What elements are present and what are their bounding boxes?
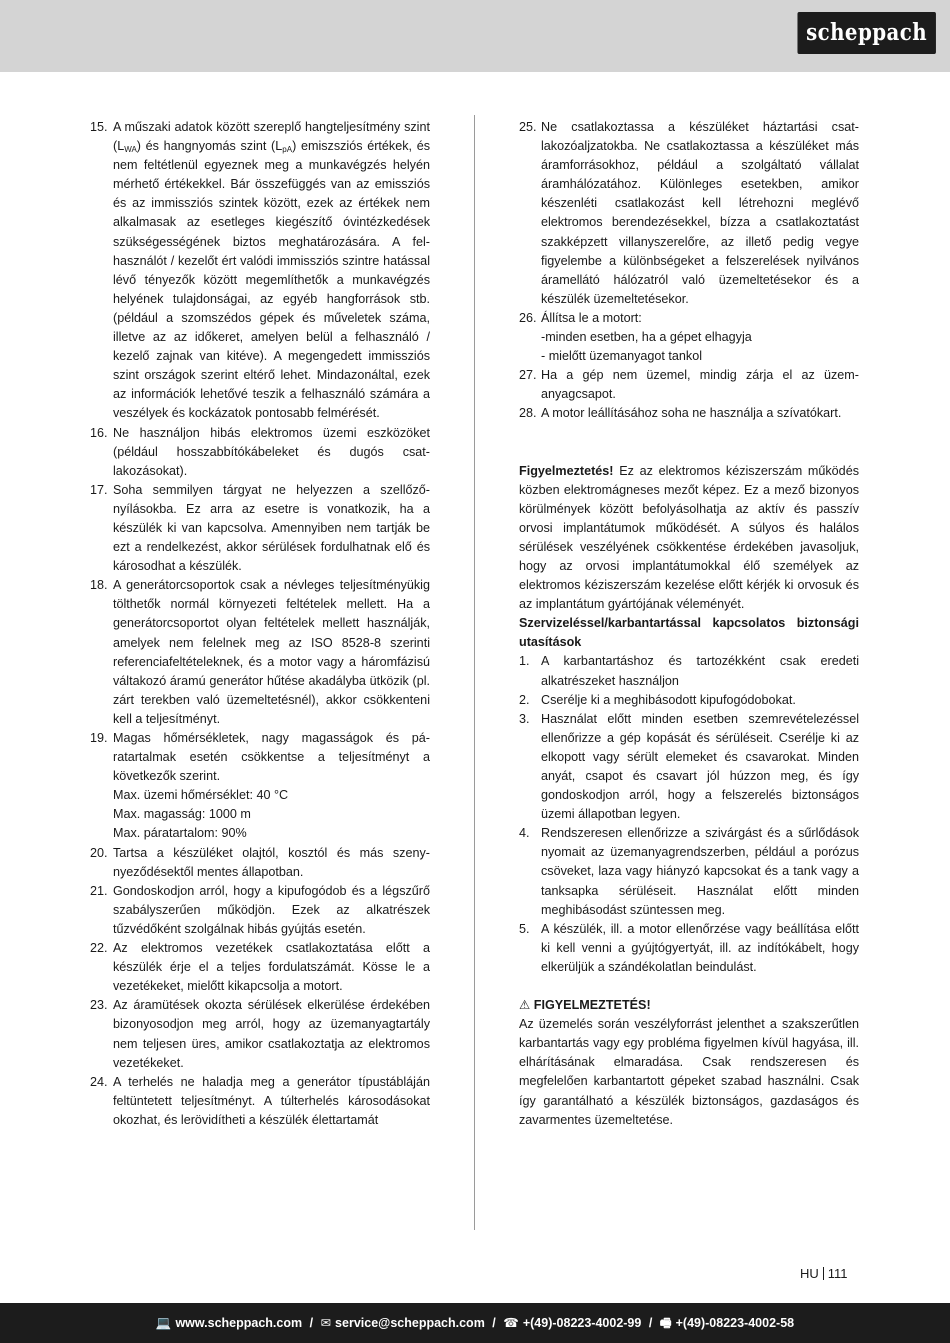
emf-warning-paragraph: Figyelmeztetés! Ez az elektromos kéziszerszám működés közben elektromágneses mezőt képez. Ez a mező bizonyos körülmények között befolyásolhatja az aktív és passzív orvosi implantátumok működését. A súlyos és halálos sérülések veszélyének csökkentése érdekében javasoljuk, hogy az orvosi implantátumokkal élő személyek az elektromos kéziszerszám kezelése előtt kérjék ki orvosuk és az implantátum gyártójának véleményét. xyxy=(519,463,859,612)
email-link[interactable]: service@scheppach.com xyxy=(335,1316,485,1330)
list-item-22: 22. Az elektromos vezetékek csatlakoztatása előtt a készülék érje el a teljes fordulatszámát. Kösse le a vezetékeket, mielőtt kikapcsolja a motort. xyxy=(90,941,430,994)
max-humidity-line: Max. páratartalom: 90% xyxy=(113,826,247,841)
warning-triangle-icon: ⚠ xyxy=(519,998,531,1013)
service-item-2: 2. Cserélje ki a meghibásodott kipufogódobokat. xyxy=(519,692,796,707)
maintenance-warning-heading: ⚠ FIGYELMEZTETÉS! xyxy=(519,998,651,1013)
list-item-17: 17. Soha semmilyen tárgyat ne helyezzen a szellőzőnyílásokba. Ez arra az esetre is vonatkozik, ha a készülék ki van kapcsolva. Amennyiben nem tartják be ezt a rendelkezést, akkor sérülések fordulhatnak elő és károsodhat a készülék. xyxy=(90,482,430,574)
page-separator xyxy=(823,1267,824,1280)
fax-icon: 🖷 xyxy=(659,1316,672,1330)
list-item-20: 20. Tartsa a készüléket olajtól, kosztól és más szenynyeződésektől mentes állapotban. xyxy=(90,845,430,879)
service-item-4: 4. Rendszeresen ellenőrizze a szivárgást és a sűrlődások nyomait az üzemanyagrendszerben, például a porózus csöveket, laza vagy hiányzó kapcsokat és a tank vagy a tanksapka sérüléseit. Használat előtt minden meghibásodást szüntessen meg. xyxy=(519,826,859,917)
website-link[interactable]: www.scheppach.com xyxy=(175,1316,303,1330)
service-item-1: 1. A karbantartáshoz és tartozékként csak eredeti alkatrészeket használjon xyxy=(519,654,859,688)
page-number-value: 111 xyxy=(827,1266,848,1281)
service-heading: Szervizeléssel/karbantartással kapcsolatos biztonsági utasítások xyxy=(519,616,859,650)
maintenance-warning-text: Az üzemelés során veszélyforrást jelenthet a szakszerűtlen karbantartás vagy egy probléma figyelmen kívül hagyása, ill. elhárításának elmaradása. Csak rendszeresen és megfelelően karbantartott gépeket szabad használni. Csak így garantálható a készülék biztonságos, gazdaságos és zavarmentes üzemeltetése. xyxy=(519,1017,859,1127)
right-column xyxy=(519,118,859,1130)
list-item-21: 21. Gondoskodjon arról, hogy a kipufogódob és a légszűrő szabályszerűen működjön. Ezek az alkatrészek tűzvédőként szolgálnak hibás gyújtás esetén. xyxy=(90,883,430,936)
page-number xyxy=(800,1266,848,1281)
list-item-19: 19. Magas hőmérsékletek, nagy magasságok és páratartalmak esetén csökkentse a teljesítményt a következők szerint. Max. üzemi hőmérséklet: 40 °C Max. magasság: 1000 m Max. páratartalom: 90% xyxy=(90,729,430,844)
list-item-15 xyxy=(90,118,430,424)
phone-number: +(49)-08223-4002-99 xyxy=(522,1316,642,1330)
list-item-26: 26. Állítsa le a motort: -minden esetben, ha a gépet elhagyja - mielőtt üzemanyagot tankol xyxy=(519,310,752,364)
item-number: 15. xyxy=(90,120,108,134)
fax-number: +(49)-08223-4002-58 xyxy=(675,1316,795,1330)
list-item-16: 16. Ne használjon hibás elektromos üzemi eszközöket (például hosszabbítókábeleket és dugós csatlakozásokat). xyxy=(90,425,430,478)
header-band xyxy=(0,0,950,72)
column-divider xyxy=(474,115,475,1230)
footer-contact-bar: 💻 www.scheppach.com / ✉ service@scheppach.com / ☎ +(49)-08223-4002-99 / 🖷 +(49)-08223-4002-58 xyxy=(0,1303,950,1343)
list-item-27: 27. Ha a gép nem üzemel, mindig zárja el az üzemanyagcsapot. xyxy=(519,368,859,402)
phone-icon: ☎ xyxy=(503,1316,519,1330)
max-altitude-line: Max. magasság: 1000 m xyxy=(113,807,251,822)
service-item-3: 3. Használat előtt minden esetben szemrevételezéssel ellenőrizze a gép kopását és sérüléseit. Cserélje ki az elkopott vagy sérült elemeket és csavarokat. Minden anyát, csapot és csavart jól húzzon meg, és így gondoskodjon arról, hogy a felszerelés biztonságos üzemi állapotban legyen. xyxy=(519,711,859,822)
warning-label: Figyelmeztetés! xyxy=(519,463,614,478)
max-temperature-line: Max. üzemi hőmérséklet: 40 °C xyxy=(113,788,289,803)
list-item-23: 23. Az áramütések okozta sérülések elkerülése érdekében bizonyosodjon meg arról, hogy az üzemanyagtartály nem teljesen üres, amikor csatlakoztatja az elektromos vezetékeket. xyxy=(90,998,430,1070)
list-item-24: 24. A terhelés ne haladja meg a generátor típustábláján feltüntetett teljesítményt. A túlterhelés károsodásokat okozhat, és lerövidítheti a készülék élettartamát xyxy=(90,1074,430,1127)
list-item-25: 25. Ne csatlakoztassa a készüléket háztartási csatlakozóaljzatokba. Ne csatlakoztassa a készüléket más áramforrásokhoz, például a szolgáltató vállalat áramhálózatához. Különleges esetekben, amikor készenléti csatlakozást kell létrehozni meglévő elektromos berendezésekkel, bízza a csatlakoztatást szakképzett villanyszerelőre, az illető pedig vegye figyelembe a különbségeket a felszerelések nyilvános áramellátó hálózatról való üzemeltetésekor és a készülék üzemeltetésekor. xyxy=(519,120,859,306)
item-text: A műszaki adatok között szereplő hangteljesítmény szint $(L_{WA})$ és hangnyomás szint $(L_{pA})$ emiszsziós értékek, és nem feltétlenül egyeznek meg a munkavégzés helyén mérhető értékekkel. Bár összefüggés van az emissziós és az immissziós szintek között, ezek az értékek nem alkalmasak az esetleges kiegészítő óvintézkedések szükségességének biztos meghatározására. A felhasználót / kezelőt ért valódi immissziós szintre hatással lévő tényezők között megemlíthetők a munkavégzés helyének tulajdonságai, az egyéb hangforrások stb. (például a szomszédos gépek és műveletek száma, illetve az az időkeret, amelyen belül a felhasználó / kezelő zajnak van kitéve). A megengedett immissziós szint országok szerint eltérő lehet. Mindazonáltal, ezek az információk lehetővé teszik a felhasználó számára a veszélyek és kockázatok pontosabb felmérését. xyxy=(113,120,430,421)
computer-icon: 💻 xyxy=(155,1316,172,1330)
language-code: HU xyxy=(800,1266,819,1281)
service-item-5: 5. A készülék, ill. a motor ellenőrzése vagy beállítása előtt ki kell venni a gyújtógyertyát, ill. az indítókábelt, hogy elkerüljük a szándékolatlan beindulást. xyxy=(519,921,859,974)
mail-icon: ✉ xyxy=(320,1316,332,1330)
list-item-28: 28. A motor leállításához soha ne használja a szívatókart. xyxy=(519,406,842,421)
list-item-18: 18. A generátorcsoportok csak a névleges teljesítményükig tölthetők normál környezeti feltételek mellett. Ha a generátorcsoportot olyan feltételek mellett használják, amelyek nem felelnek meg az ISO 8528-8 szerinti referenciafeltételeknek, és a motor vagy a háromfázisú váltakozó áramú generátor hűtése akadályba ütközik (pl. zárt terekben való üzemeltetésnél), akkor csökkenteni kell a teljesítményt. xyxy=(90,578,430,726)
scheppach-logo: scheppach xyxy=(798,12,936,54)
left-column xyxy=(90,118,430,1130)
